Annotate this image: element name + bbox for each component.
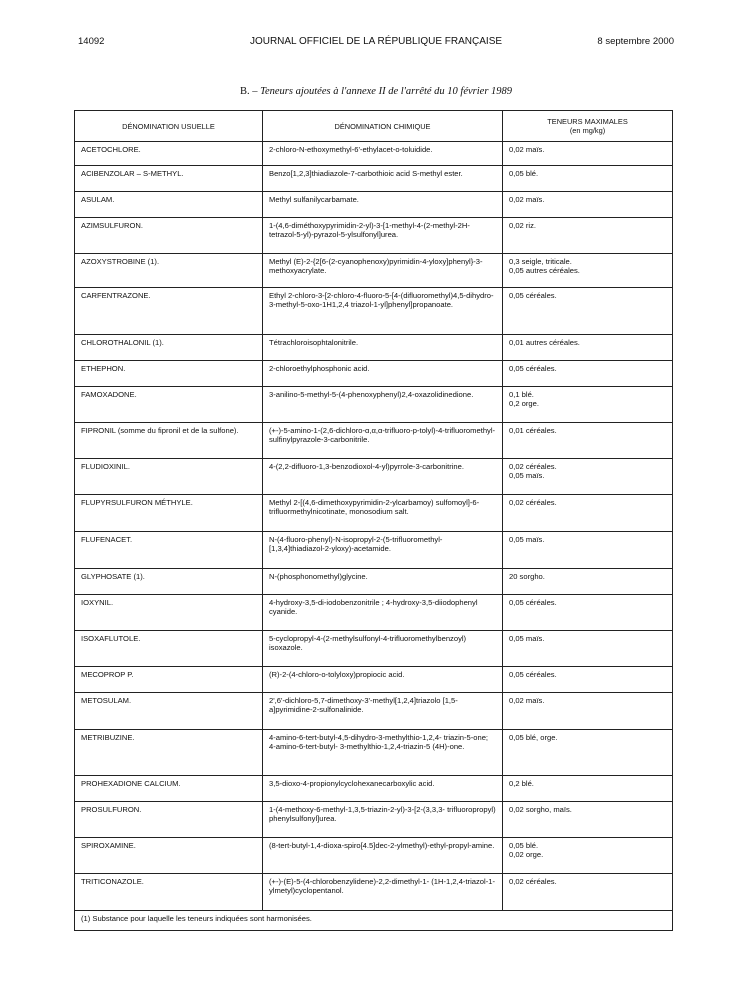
max-level-value: 0,02 sorgho, maïs.: [509, 805, 572, 814]
chemical-name-cell: 4-amino-6-tert-butyl-4,5-dihydro-3-methylthio-1,2,4- triazin-5-one; 4-amino-6-tert-butyl- 3-methylthio-1,2,4-triazin-5 (4H)-one.: [263, 730, 503, 776]
table-row: [75, 254, 673, 288]
max-level-value: 0,02 céréales.: [509, 498, 557, 507]
common-name-cell: TRITICONAZOLE.: [75, 874, 263, 911]
chemical-name-cell: N-(4-fluoro-phenyl)-N-isopropyl-2-(5-trifluoromethyl-[1,3,4]thiadiazol-2-yloxy)-acetamide.: [263, 532, 503, 569]
max-level-value: 0,05 céréales.: [509, 291, 557, 300]
max-level-value: 0,1 blé.: [509, 390, 534, 399]
page-number: 14092: [78, 36, 105, 47]
chemical-name-cell: 4-(2,2-difluoro-1,3-benzodioxol-4-yl)pyrrole-3-carbonitrine.: [263, 459, 503, 495]
max-level-cell: [503, 142, 673, 166]
common-name-cell: IOXYNIL.: [75, 595, 263, 631]
page-header: [78, 36, 674, 52]
max-level-value: 0,05 céréales.: [509, 364, 557, 373]
chemical-name-cell: 3,5-dioxo-4-propionylcyclohexanecarboxylic acid.: [263, 776, 503, 802]
max-level-value: 0,02 riz.: [509, 221, 537, 230]
section-letter: B. –: [239, 86, 258, 97]
table-row: [75, 423, 673, 459]
max-level-value: 0,01 autres céréales.: [509, 338, 580, 347]
table-row: [75, 730, 673, 776]
table-header-row: [75, 111, 673, 142]
chemical-name-cell: 2-chloro-N-ethoxymethyl-6'-ethylacet-o-toluidide.: [263, 142, 503, 166]
max-level-value: 0,2 orge.: [509, 399, 539, 408]
table-row: [75, 361, 673, 387]
common-name-cell: MECOPROP P.: [75, 667, 263, 693]
max-level-cell: [503, 838, 673, 874]
common-name-cell: FLUPYRSULFURON MÉTHYLE.: [75, 495, 263, 532]
common-name-cell: AZIMSULFURON.: [75, 218, 263, 254]
common-name-cell: GLYPHOSATE (1).: [75, 569, 263, 595]
max-level-cell: [503, 218, 673, 254]
chemical-name-cell: (+-)-5-amino-1-(2,6-dichloro-α,α,α-trifluoro-p-tolyl)-4-trifluoromethyl-sulfinylpyrazole-3-carbonitrile.: [263, 423, 503, 459]
max-level-cell: [503, 288, 673, 335]
max-level-value: 0,3 seigle, triticale.: [509, 257, 572, 266]
max-level-value: 0,05 blé.: [509, 169, 539, 178]
max-level-value: 0,05 céréales.: [509, 598, 557, 607]
footnote: (1) Substance pour laquelle les teneurs indiquées sont harmonisées.: [75, 911, 673, 931]
max-level-value: 0,02 maïs.: [509, 195, 545, 204]
max-level-cell: [503, 423, 673, 459]
table-row: [75, 335, 673, 361]
max-level-cell: [503, 335, 673, 361]
common-name-cell: CARFENTRAZONE.: [75, 288, 263, 335]
common-name-cell: ACETOCHLORE.: [75, 142, 263, 166]
table-row: [75, 387, 673, 423]
max-level-cell: [503, 730, 673, 776]
chemical-name-cell: Methyl sulfanilycarbamate.: [263, 192, 503, 218]
common-name-cell: FIPRONIL (somme du fipronil et de la sulfone).: [75, 423, 263, 459]
header-common-name: DÉNOMINATION USUELLE: [75, 111, 263, 142]
max-level-value: 0,05 maïs.: [509, 471, 545, 480]
common-name-cell: FLUFENACET.: [75, 532, 263, 569]
common-name-cell: FLUDIOXINIL.: [75, 459, 263, 495]
max-level-cell: [503, 192, 673, 218]
table-row: [75, 166, 673, 192]
header-max-levels-unit: (en mg/kg): [569, 126, 606, 135]
max-level-value: 0,05 blé, orge.: [509, 733, 558, 742]
chemical-name-cell: Tétrachloroisophtalonitrile.: [263, 335, 503, 361]
publication-date: 8 septembre 2000: [597, 36, 674, 47]
max-level-value: 0,02 maïs.: [509, 696, 545, 705]
max-level-cell: [503, 802, 673, 838]
chemical-name-cell: 2',6'-dichloro-5,7-dimethoxy-3'-methyl[1,2,4]triazolo [1,5-a]pyrimidine-2-sulfonalinide.: [263, 693, 503, 730]
common-name-cell: PROHEXADIONE CALCIUM.: [75, 776, 263, 802]
table-row: [75, 218, 673, 254]
max-level-value: 0,05 céréales.: [509, 670, 557, 679]
max-level-cell: [503, 532, 673, 569]
footnote-row: [75, 911, 673, 931]
common-name-cell: AZOXYSTROBINE (1).: [75, 254, 263, 288]
max-level-cell: [503, 667, 673, 693]
table-row: [75, 802, 673, 838]
common-name-cell: ISOXAFLUTOLE.: [75, 631, 263, 667]
chemical-name-cell: (R)-2-(4-chloro-o-tolyloxy)propiocic acid.: [263, 667, 503, 693]
table-row: [75, 495, 673, 532]
table-row: [75, 874, 673, 911]
table-row: [75, 595, 673, 631]
chemical-name-cell: 3-anilino-5-methyl-5-(4-phenoxyphenyl)2,4-oxazolidinedione.: [263, 387, 503, 423]
max-level-cell: [503, 166, 673, 192]
table-row: [75, 459, 673, 495]
common-name-cell: ETHEPHON.: [75, 361, 263, 387]
max-level-value: 0,02 maïs.: [509, 145, 545, 154]
table-row: [75, 288, 673, 335]
chemical-name-cell: 5-cyclopropyl-4-(2-methylsulfonyl-4-trifluoromethylbenzoyl) isoxazole.: [263, 631, 503, 667]
table-body: [75, 142, 673, 911]
max-level-cell: [503, 569, 673, 595]
table-row: [75, 631, 673, 667]
header-chemical-name: DÉNOMINATION CHIMIQUE: [263, 111, 503, 142]
max-level-cell: [503, 776, 673, 802]
table-row: [75, 532, 673, 569]
table-row: [75, 776, 673, 802]
table-row: [75, 142, 673, 166]
common-name-cell: FAMOXADONE.: [75, 387, 263, 423]
table-row: [75, 693, 673, 730]
max-level-cell: [503, 595, 673, 631]
chemical-name-cell: Benzo[1,2,3]thiadiazole-7-carbothioic acid S-methyl ester.: [263, 166, 503, 192]
max-level-cell: [503, 361, 673, 387]
chemical-name-cell: 1-(4-methoxy-6-methyl-1,3,5-triazin-2-yl)-3-[2-(3,3,3- trifluoropropyl) phenylsulfonyl]urea.: [263, 802, 503, 838]
max-level-cell: [503, 874, 673, 911]
max-level-cell: [503, 459, 673, 495]
max-level-value: 20 sorgho.: [509, 572, 545, 581]
chemical-name-cell: 2-chloroethylphosphonic acid.: [263, 361, 503, 387]
common-name-cell: CHLOROTHALONIL (1).: [75, 335, 263, 361]
max-level-value: 0,05 autres céréales.: [509, 266, 580, 275]
header-max-levels-line1: TENEURS MAXIMALES: [547, 117, 628, 126]
journal-title: JOURNAL OFFICIEL DE LA RÉPUBLIQUE FRANÇAISE: [249, 36, 503, 47]
chemical-name-cell: 4-hydroxy-3,5-di-iodobenzonitrile ; 4-hydroxy-3,5-diiodophenyl cyanide.: [263, 595, 503, 631]
table-row: [75, 192, 673, 218]
common-name-cell: ASULAM.: [75, 192, 263, 218]
max-level-cell: [503, 387, 673, 423]
common-name-cell: METRIBUZINE.: [75, 730, 263, 776]
max-level-value: 0,02 céréales.: [509, 877, 557, 886]
section-title: [78, 86, 674, 97]
common-name-cell: METOSULAM.: [75, 693, 263, 730]
max-level-cell: [503, 254, 673, 288]
max-level-value: 0,05 maïs.: [509, 634, 545, 643]
header-max-levels: [503, 111, 673, 142]
max-level-value: 0,02 orge.: [509, 850, 544, 859]
max-level-value: 0,2 blé.: [509, 779, 534, 788]
residue-limits-table: [74, 110, 673, 931]
max-level-cell: [503, 631, 673, 667]
common-name-cell: PROSULFURON.: [75, 802, 263, 838]
max-level-cell: [503, 693, 673, 730]
max-level-value: 0,01 céréales.: [509, 426, 557, 435]
chemical-name-cell: N-(phosphonomethyl)glycine.: [263, 569, 503, 595]
chemical-name-cell: Ethyl 2-chloro-3-[2-chloro-4-fluoro-5-[4-(difluoromethyl)4,5-dihydro-3-methyl-5-oxo-1H1,2,4 triazol-1-yl]phenyl]propanoate.: [263, 288, 503, 335]
common-name-cell: SPIROXAMINE.: [75, 838, 263, 874]
max-level-value: 0,05 maïs.: [509, 535, 545, 544]
max-level-cell: [503, 495, 673, 532]
max-level-value: 0,05 blé.: [509, 841, 539, 850]
max-level-value: 0,02 céréales.: [509, 462, 557, 471]
chemical-name-cell: Methyl 2-[(4,6-dimethoxypyrimidin-2-ylcarbamoy) sulfomoyl]-6- trifluormethylnicotinate, monosodium salt.: [263, 495, 503, 532]
chemical-name-cell: (8-tert-butyl-1,4-dioxa-spiro[4.5]dec-2-ylmethyl)-ethyl-propyl-amine.: [263, 838, 503, 874]
table-row: [75, 838, 673, 874]
table-row: [75, 569, 673, 595]
table-row: [75, 667, 673, 693]
chemical-name-cell: (+-)-(E)-5-(4-chlorobenzylidene)-2,2-dimethyl-1- (1H-1,2,4-triazol-1-ylmetyl)cyclopentanol.: [263, 874, 503, 911]
common-name-cell: ACIBENZOLAR – S-METHYL.: [75, 166, 263, 192]
chemical-name-cell: Methyl (E)-2-{2[6-(2-cyanophenoxy)pyrimidin-4-yloxy]phenyl}-3- methoxyacrylate.: [263, 254, 503, 288]
section-title-text: Teneurs ajoutées à l'annexe II de l'arrêté du 10 février 1989: [260, 86, 513, 97]
chemical-name-cell: 1-(4,6-diméthoxypyrimidin-2-yl)-3-[1-methyl-4-(2-methyl-2H-tetrazol-5-yl)-pyrazol-5-ylsulfonyl]urea.: [263, 218, 503, 254]
